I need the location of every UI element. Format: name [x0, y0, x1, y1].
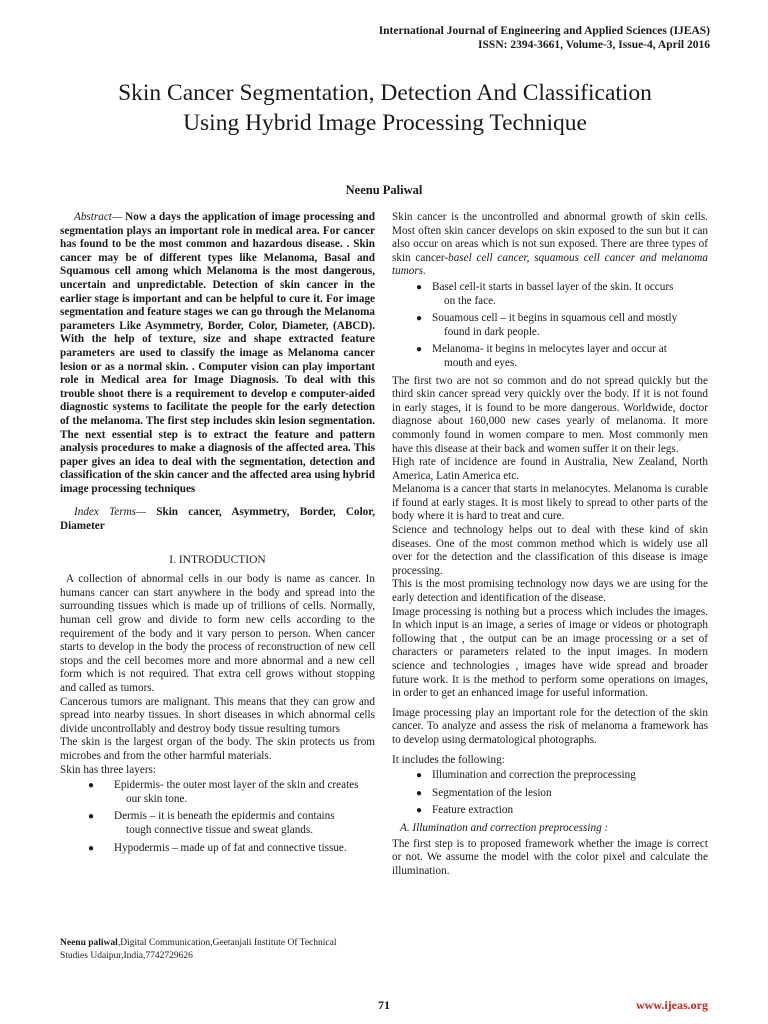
index-terms-lead: Index Terms— [74, 506, 146, 519]
section-heading-introduction: I. INTRODUCTION [169, 553, 266, 566]
author-footnote [60, 937, 360, 962]
list-item [60, 779, 375, 806]
list-item-text: Hypodermis – made up of fat and connective tissue. [114, 841, 347, 854]
page-number: 71 [378, 998, 390, 1012]
abstract [60, 211, 375, 496]
footnote-author: Neenu paliwal [60, 938, 118, 948]
list-item-text: Feature extraction [432, 804, 514, 817]
list-item-text: Dermis – it is beneath the epidermis and contains [114, 810, 335, 823]
right-column [392, 211, 708, 878]
bullet-icon: ● [88, 842, 95, 854]
body-paragraph [392, 211, 708, 279]
paragraph-text: Skin cancer is the uncontrolled and abnormal growth of skin cells. Most often skin cancer develops on skin exposed to the sun but it can also occur on areas which is not sun exposed. There are three types of skin cancer- [392, 211, 708, 264]
author-name: Neenu Paliwal [345, 183, 423, 197]
body-paragraph: The first two are not so common and do not spread quickly but the third skin cancer spread very quickly over the body. If it is not found in early stages, it is found to be more dangerous. Worldwide, doctor diagnose about 160,000 new cases yearly of melanoma. It more commonly found in women compare to men. Most commonly men have this disease at their back and women suffer it on their legs. [392, 374, 708, 455]
cancer-types-list [392, 281, 708, 371]
body-paragraph: Melanoma is a cancer that starts in melanocytes. Melanoma is curable if found at early stages. It is most likely to spread to other parts of the body where it is hard to treat and cure. [392, 483, 708, 523]
body-paragraph: Image processing is nothing but a process which includes the images. In which input is an image, a series of image or videos or photograph following that , the output can be an image processing or a set of characters or parameters related to the input images. In modern science and technologies , images have wide spread and broader future work. It is the method to perform some operations on images, in order to get an enhanced image for useful information. [392, 605, 708, 700]
bullet-icon: ● [416, 787, 423, 799]
body-paragraph: High rate of incidence are found in Australia, New Zealand, North America, Latin America etc. [392, 456, 708, 482]
bullet-icon: ● [416, 805, 423, 817]
list-item [392, 281, 708, 308]
intro-paragraph: A collection of abnormal cells in our body is name as cancer. In humans cancer can start anywhere in the body and spread into the surrounding tissues which is made up of trillions of cells. Normally, human cell grow and divide to form new cells according to the requirement of the body and it vary person to person. When cancer starts to develop in the body the process of reconstruction of new cell stops and the cell becomes more and more abnormal and a new cell form which is not required. That extra cell grows without stopping and called as tumors. [60, 573, 375, 694]
list-item-continuation: found in dark people. [444, 325, 540, 338]
list-item-text: Basel cell-it starts in bassel layer of the skin. It occurs [432, 280, 674, 293]
bullet-icon: ● [88, 811, 95, 823]
body-paragraph: The first step is to proposed framework whether the image is correct or not. We assume the model with the color pixel and calculate the illumination. [392, 837, 708, 877]
list-item-text: Melanoma- it begins in melocytes layer and occur at [432, 343, 667, 356]
journal-issn: ISSN: 2394-3661, Volume-3, Issue-4, April 2016 [478, 39, 710, 51]
list-item-continuation: our skin tone. [126, 792, 188, 805]
body-paragraph: This is the most promising technology now days we are using for the early detection and identification of the disease. [392, 578, 708, 605]
list-item [392, 787, 708, 801]
list-item [60, 810, 375, 837]
list-item-text: Epidermis- the outer most layer of the skin and creates [114, 779, 359, 792]
steps-list [392, 769, 708, 818]
list-item [60, 842, 375, 856]
intro-paragraph: The skin is the largest organ of the body. The skin protects us from microbes and from the other harmful materials. [60, 736, 375, 762]
body-paragraph: Science and technology helps out to deal with these kind of skin diseases. One of the most common method which is widely use all over for the detection and the classification of this disease is image processing. [392, 524, 708, 577]
journal-header [0, 24, 710, 52]
bullet-icon: ● [416, 344, 423, 356]
list-item [392, 312, 708, 339]
bullet-icon: ● [416, 281, 423, 293]
skin-layers-list [60, 779, 375, 855]
index-terms [60, 506, 375, 533]
subsection-heading: A. Illumination and correction preprocessing : [400, 821, 609, 834]
abstract-text: Now a days the application of image processing and segmentation plays an important role in medical area. For cancer has found to be the most common and hazardous disease. . Skin cancer may be of different types like Melanoma, Basal and Squamous cell among which Melanoma is the most dangerous, uncertain and unpredictable. Detection of skin cancer in the earlier stage is important and can be helpful to cure it. For image segmentation and feature stages we can go through the Melanoma parameters Like Asymmetry, Border, Color, Diameter, (ABCD). With the help of texture, size and shape extracted feature parameters are used to classify the image as Melanoma cancer lesion or as a normal skin. . Computer vision can play important role in Medical area for Image Diagnosis. To deal with this trouble shoot there is a requirement to develop e computer-aided diagnostic systems to facilitate the people for the early detection of the melanoma. The first step includes skin lesion segmentation. The next essential step is to extract the feature and pattern analysis procedures to make a diagnosis of the affected area. This paper gives an idea to deal with the segmentation, detection and classification of the skin cancer and the affected area using hybrid image processing techniques [60, 211, 375, 495]
journal-website: www.ijeas.org [636, 998, 708, 1012]
list-item [392, 343, 708, 370]
list-item-continuation: on the face. [444, 294, 496, 307]
list-item-text: Segmentation of the lesion [432, 786, 552, 799]
list-item-continuation: mouth and eyes. [444, 356, 518, 369]
left-column [60, 211, 375, 859]
list-item-text: Souamous cell – it begins in squamous cell and mostly [432, 312, 678, 325]
bullet-icon: ● [416, 770, 423, 782]
footnote-affiliation: ,Digital Communication,Geetanjali Institute Of Technical Studies Udaipur,India,7742729626 [60, 938, 337, 961]
list-item-text: Illumination and correction the preprocessing [432, 769, 636, 782]
body-paragraph: It includes the following: [392, 753, 505, 766]
intro-paragraph: Cancerous tumors are malignant. This means that they can grow and spread into nearby tissues. In short diseases in which abnormal cells divide uncontrollably and destroy body tissue resulting tumors [60, 695, 375, 735]
list-item [392, 804, 708, 818]
journal-name: International Journal of Engineering and Applied Sciences (IJEAS) [378, 25, 710, 37]
paragraph-italic: basel cell cancer, squamous cell cancer and melanoma tumors. [392, 251, 708, 278]
bullet-icon: ● [416, 313, 423, 325]
body-paragraph: Image processing play an important role for the detection of the skin cancer. To analyze and assess the risk of melanoma a framework has to develop using dermatological photographs. [392, 706, 708, 746]
paper-title: Skin Cancer Segmentation, Detection And Classification Using Hybrid Image Processing Technique [118, 80, 652, 136]
bullet-icon: ● [88, 780, 95, 792]
list-item [392, 769, 708, 783]
abstract-lead: Abstract— [74, 211, 122, 223]
intro-paragraph: Skin has three layers: [60, 763, 157, 776]
index-terms-text: Skin cancer, Asymmetry, Border, Color, Diameter [60, 506, 375, 533]
list-item-continuation: tough connective tissue and sweat glands. [126, 823, 314, 836]
